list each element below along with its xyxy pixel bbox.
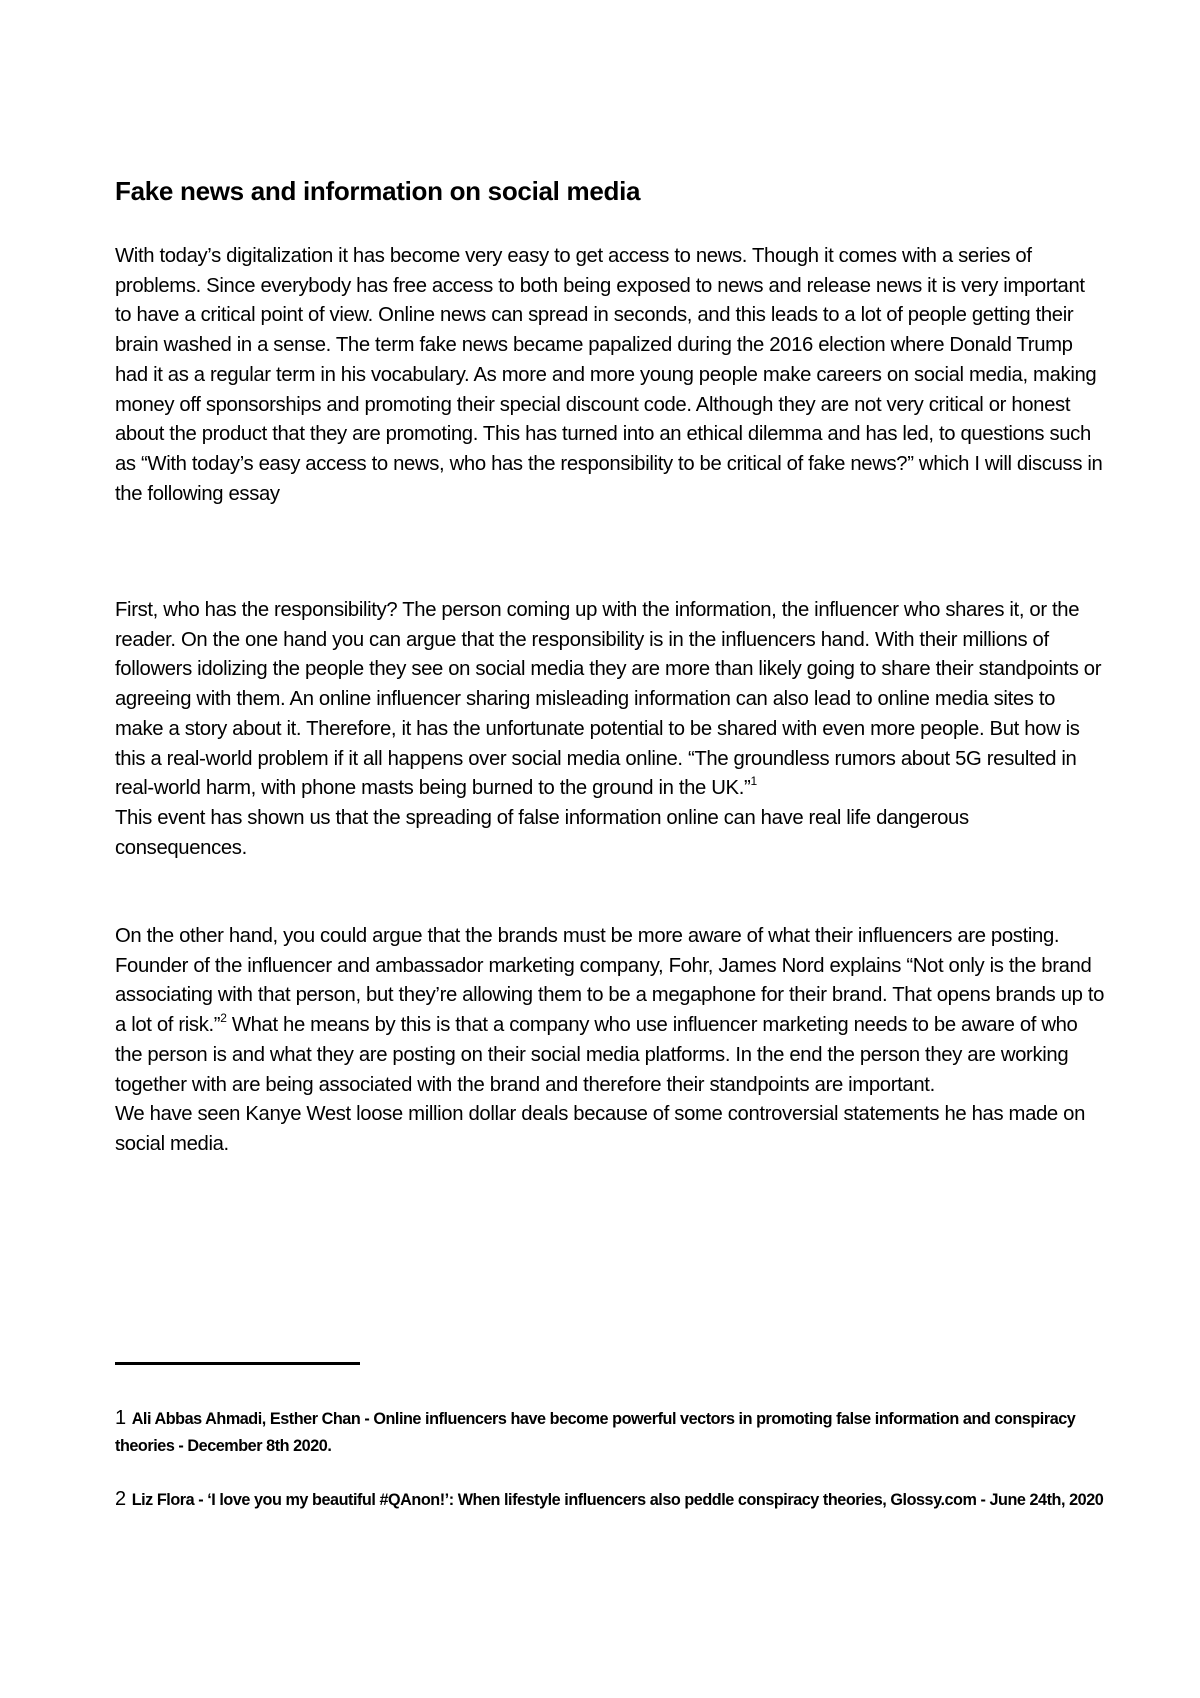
footnote-number: 1 — [115, 1407, 126, 1429]
footnote-text: Ali Abbas Ahmadi, Esther Chan - Online influencers have become powerful vectors in promoting false information and conspiracy theories - December 8th 2020. — [115, 1410, 1076, 1455]
brands-conclusion: We have seen Kanye West loose million dollar deals because of some controversial statements he has made on social media. — [115, 1103, 1086, 1155]
responsibility-body: First, who has the responsibility? The person coming up with the information, the influencer who shares it, or the reader. On the one hand you can argue that the responsibility is in the influencers hand. With their millions of followers idolizing the people they see on social media they are more than likely going to share their standpoints or agreeing with them. An online influencer sharing misleading information can also lead to online media sites to make a story about it. Therefore, it has the unfortunate potential to be shared with even more people. But how is this a real-world problem if it all happens over social media online. “The groundless rumors about 5G resulted in real-world harm, with phone masts being burned to the ground in the UK.” — [115, 599, 1102, 800]
brands-paragraph — [115, 922, 1105, 1160]
intro-paragraph — [115, 242, 1105, 509]
footnote-1 — [115, 1405, 1105, 1460]
footnote-separator — [115, 1362, 360, 1365]
document-title: Fake news and information on social media — [115, 176, 641, 206]
responsibility-text — [115, 596, 1105, 804]
intro-text: With today’s digitalization it has become very easy to get access to news. Though it comes with a series of problems. Since everybody has free access to both being exposed to news and release news it is very important to have a critical point of view. Online news can spread in seconds, and this leads to a lot of people getting their brain washed in a sense. The term fake news became papalized during the 2016 election where Donald Trump had it as a regular term in his vocabulary. As more and more young people make careers on social media, making money off sponsorships and promoting their special discount code. Although they are not very critical or honest about the product that they are promoting. This has turned into an ethical dilemma and has led, to questions such as “With today’s easy access to news, who has the responsibility to be critical of fake news?” which I will discuss in the following essay — [115, 245, 1103, 505]
footnote-ref-1[interactable]: 1 — [750, 774, 757, 789]
footnote-text: Liz Flora - ‘I love you my beautiful #QAnon!’: When lifestyle influencers also peddle conspiracy theories, Glossy.com - June 24th, 2020 — [131, 1491, 1104, 1509]
footnote-2 — [115, 1486, 1105, 1514]
brands-body-b: What he means by this is that a company who use influencer marketing needs to be aware of who the person is and what they are posting on their social media platforms. In the end the person they are working together with are being associated with the brand and therefore their standpoints are important. — [115, 1014, 1078, 1096]
footnote-number: 2 — [115, 1488, 126, 1510]
brands-text — [115, 922, 1105, 1100]
footnote-ref-2[interactable]: 2 — [220, 1011, 227, 1026]
responsibility-conclusion: This event has shown us that the spreading of false information online can have real life dangerous consequences. — [115, 806, 969, 859]
brands-body-a: On the other hand, you could argue that the brands must be more aware of what their influencers are posting. Founder of the influencer and ambassador marketing company, Fohr, James Nord explains “Not only is the brand associating with that person, but they’re allowing them to be a megaphone for their brand. That opens brands up to a lot of risk.” — [115, 925, 1105, 1037]
responsibility-paragraph — [115, 596, 1105, 863]
